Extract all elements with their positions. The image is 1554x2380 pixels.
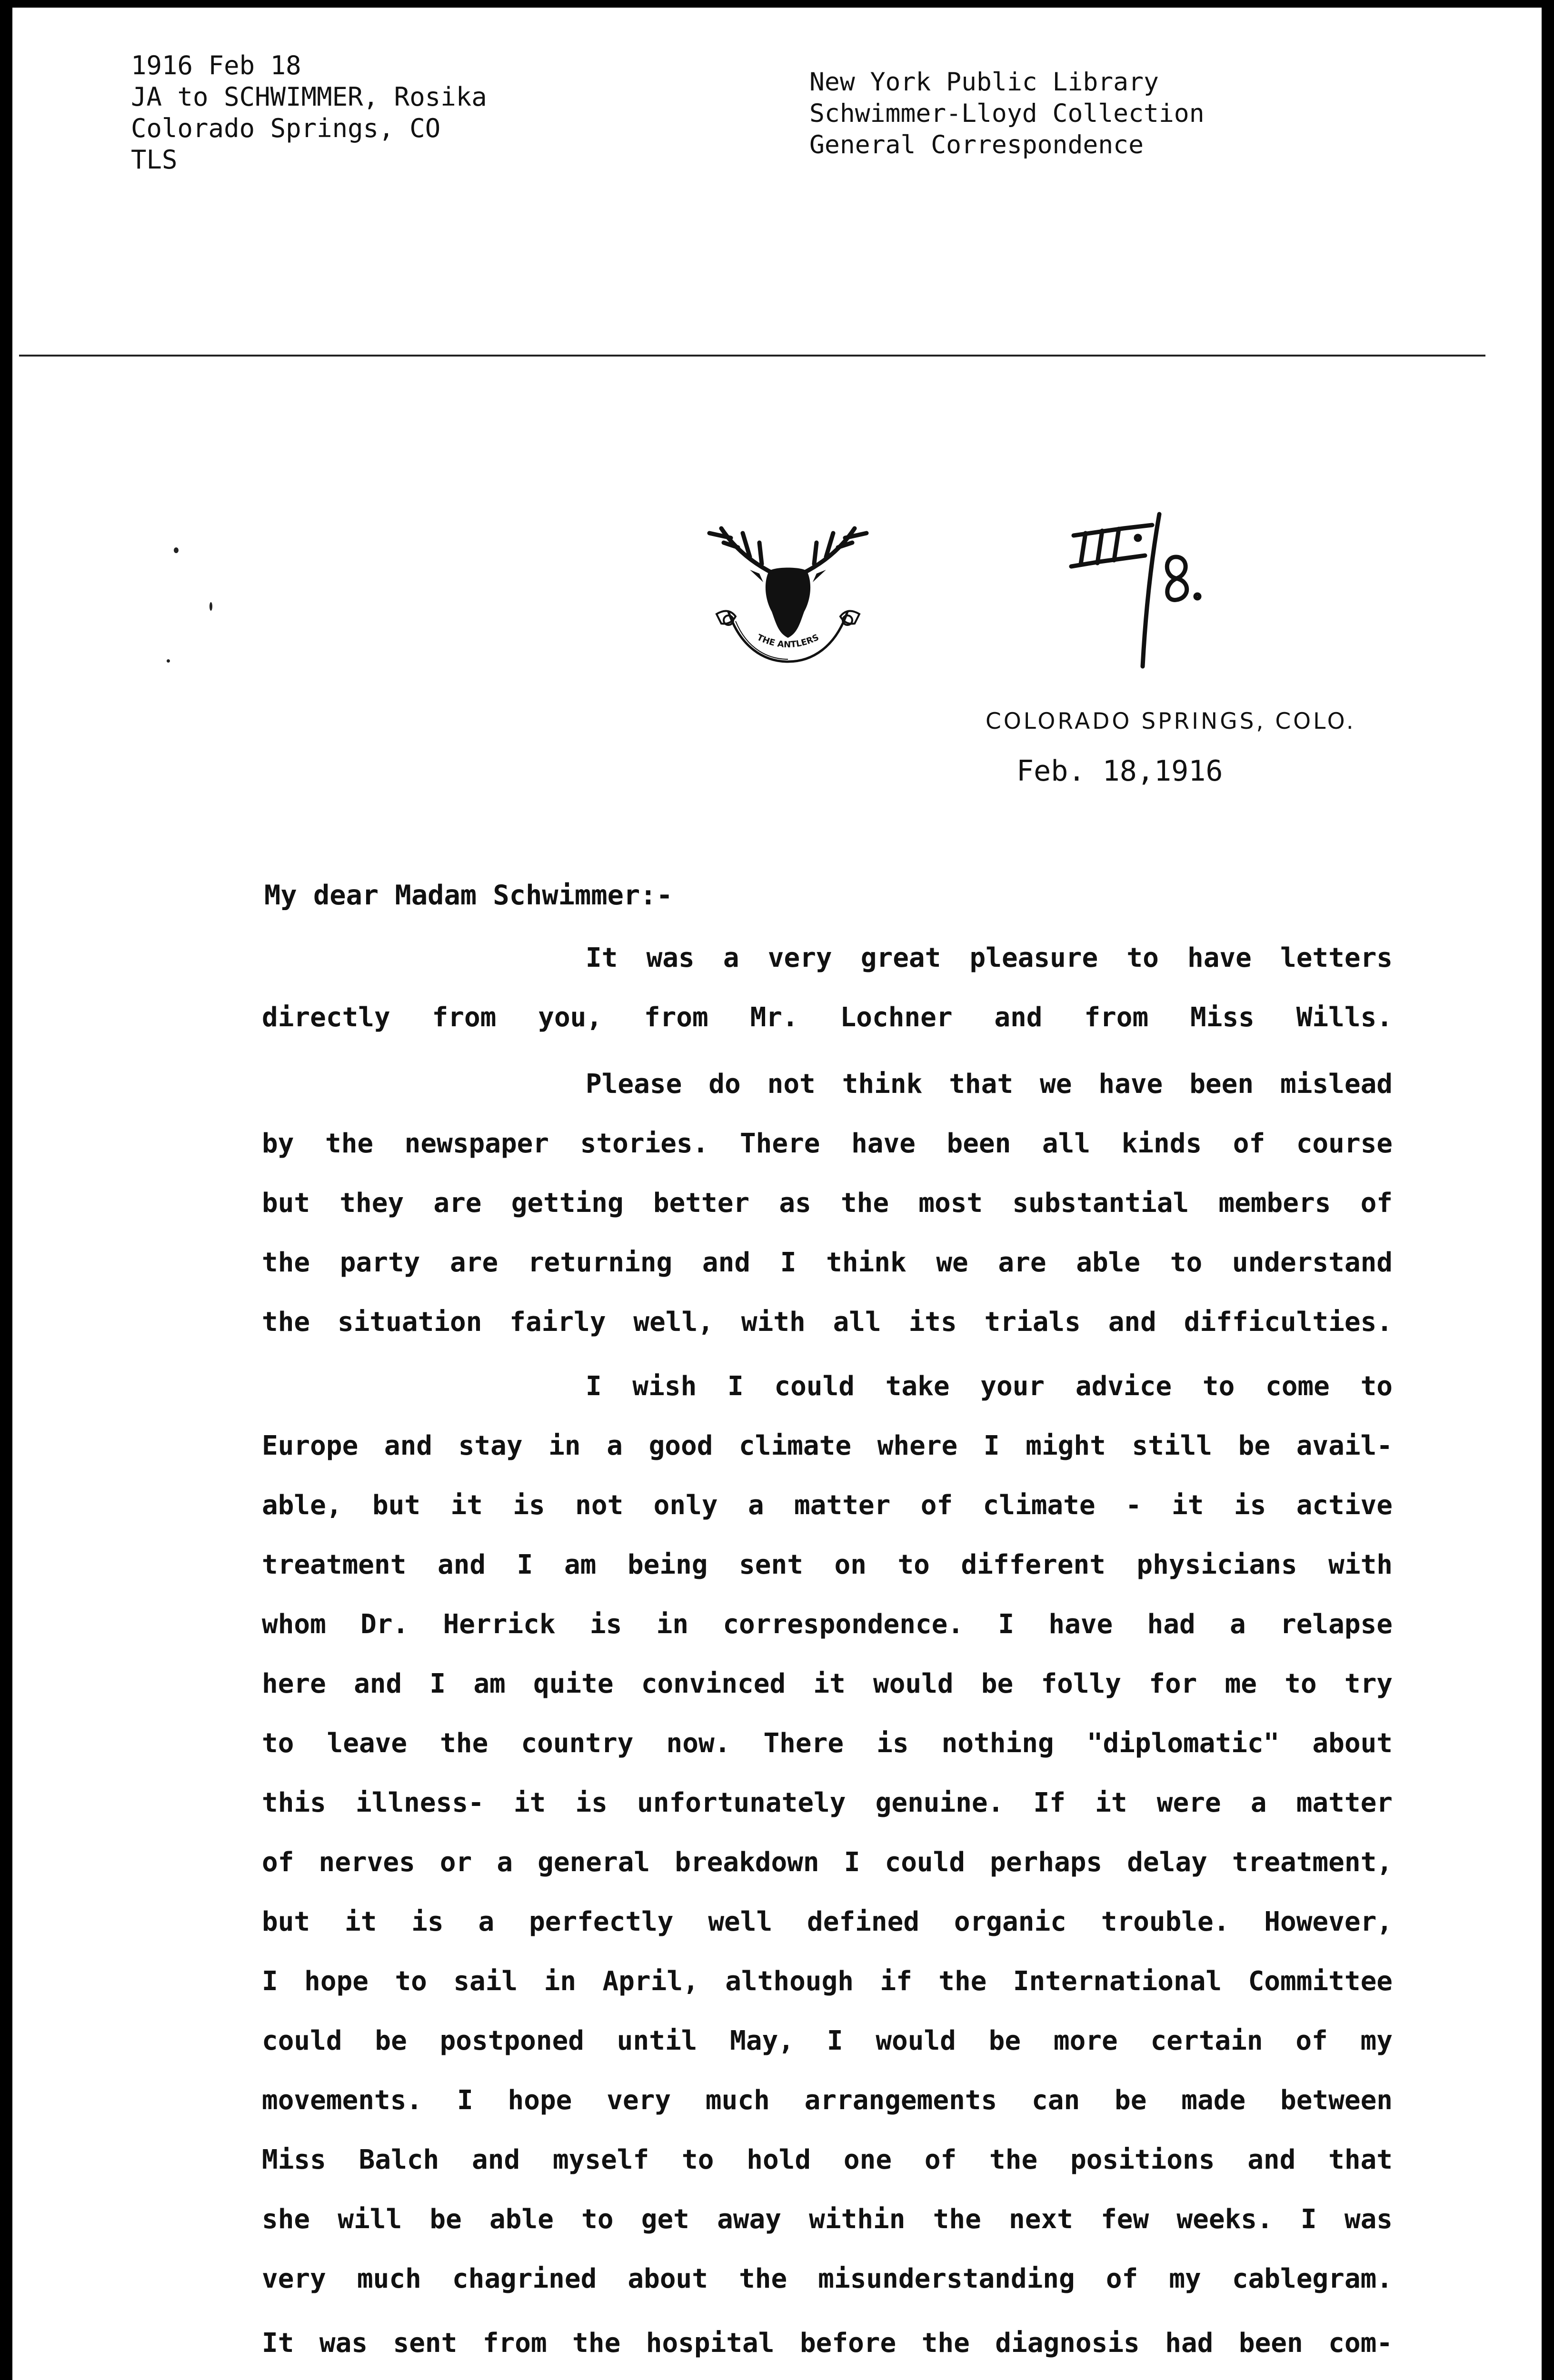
letter-line: I hope to sail in April, although if the International Committee	[262, 1966, 1393, 1997]
letter-line: the situation fairly well, with all its trials and difficulties.	[262, 1307, 1393, 1338]
meta-collection: Schwimmer-Lloyd Collection	[809, 99, 1205, 128]
letter-line: Miss Balch and myself to hold one of the positions and that	[262, 2144, 1393, 2175]
letterhead-place: COLORADO SPRINGS, COLO.	[986, 708, 1356, 734]
letter-line: by the newspaper stories. There have been all kinds of course	[262, 1128, 1393, 1159]
letter-line: It was a very great pleasure to have letters	[586, 942, 1393, 973]
letter-line: this illness- it is unfortunately genuine. If it were a matter	[262, 1787, 1393, 1818]
letter-line: she will be able to get away within the next few weeks. I was	[262, 2204, 1393, 2235]
letter-line: of nerves or a general breakdown I could perhaps delay treatment,	[262, 1847, 1393, 1878]
salutation: My dear Madam Schwimmer:-	[264, 880, 673, 911]
handwritten-folio-mark	[1052, 512, 1262, 669]
letter-line: but it is a perfectly well defined organic trouble. However,	[262, 1906, 1393, 1937]
letter-line: to leave the country now. There is nothing "diplomatic" about	[262, 1728, 1393, 1759]
letter-line: Please do not think that we have been mislead	[586, 1069, 1393, 1100]
letter-line: very much chagrined about the misunderstanding of my cablegram.	[262, 2263, 1393, 2294]
letter-date: Feb. 18,1916	[1016, 754, 1223, 788]
meta-correspondents: JA to SCHWIMMER, Rosika	[131, 82, 487, 112]
letter-sheet-edge	[19, 355, 1485, 357]
letter-line: the party are returning and I think we are able to understand	[262, 1247, 1393, 1278]
letter-line: directly from you, from Mr. Lochner and from Miss Wills.	[262, 1002, 1393, 1033]
meta-date: 1916 Feb 18	[131, 50, 301, 80]
svg-text:THE ANTLERS: THE ANTLERS	[755, 632, 821, 650]
letter-line: here and I am quite convinced it would be folly for me to try	[262, 1668, 1393, 1699]
archive-metadata-left	[131, 50, 487, 176]
meta-place: Colorado Springs, CO	[131, 113, 441, 143]
letter-line: Europe and stay in a good climate where I might still be avail-	[262, 1430, 1393, 1461]
letter-line: could be postponed until May, I would be more certain of my	[262, 2025, 1393, 2056]
antlers-hotel-logo	[702, 516, 874, 674]
meta-doc-type: TLS	[131, 145, 178, 175]
scan-border-right	[1542, 0, 1554, 2380]
letter-line: movements. I hope very much arrangements can be made between	[262, 2085, 1393, 2116]
scan-border-top	[0, 0, 1554, 8]
letter-line: I wish I could take your advice to come to	[586, 1371, 1393, 1402]
letter-line: whom Dr. Herrick is in correspondence. I have had a relapse	[262, 1609, 1393, 1640]
scan-border-left	[0, 0, 12, 2380]
letter-line: able, but it is not only a matter of climate - it is active	[262, 1490, 1393, 1521]
archive-metadata-right	[809, 67, 1205, 161]
ink-speck	[209, 602, 212, 611]
letter-line: but they are getting better as the most substantial members of	[262, 1188, 1393, 1219]
letter-line: It was sent from the hospital before the diagnosis had been com-	[262, 2328, 1393, 2359]
meta-library: New York Public Library	[809, 68, 1159, 97]
meta-series: General Correspondence	[809, 130, 1144, 159]
ink-speck	[167, 659, 170, 663]
ink-speck	[174, 547, 179, 553]
letter-line: treatment and I am being sent on to different physicians with	[262, 1549, 1393, 1580]
